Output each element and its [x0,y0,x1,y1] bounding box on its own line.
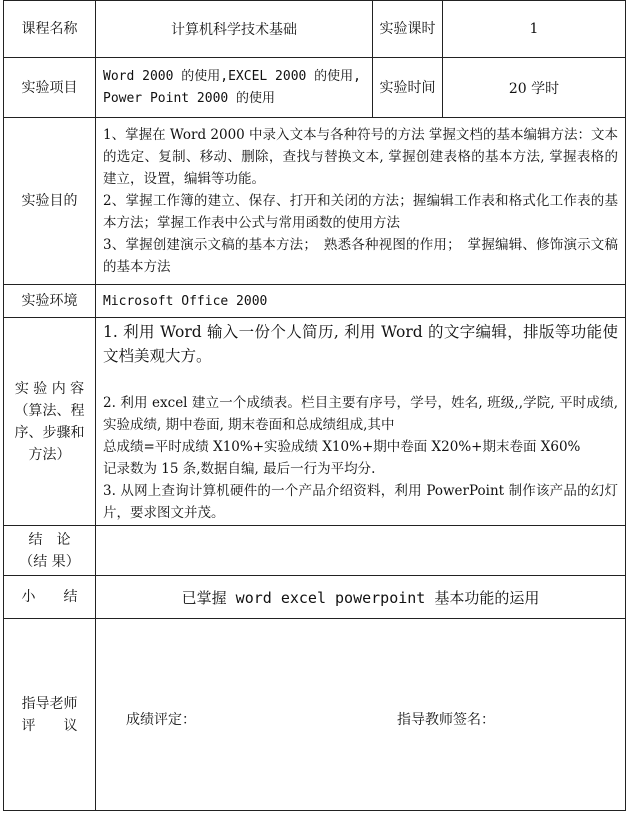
content-label-line-4: 方法） [28,446,71,463]
lab-time-value: 20 学时 [443,58,626,118]
lab-purpose-label: 实验目的 [4,118,96,285]
row-content [4,318,626,526]
row-project [4,58,626,118]
content-item-3: 3. 从网上查询计算机硬件的一个产品介绍资料，利用 PowerPoint 制作该产品的幻灯片，要求图文并茂。 [103,482,618,521]
lab-content-label [4,318,96,526]
project-line-2: Power Point 2000 的使用 [103,90,276,106]
content-item-1: 1. 利用 Word 输入一份个人简历, 利用 Word 的文字编辑，排版等功能使文档美观大方。 [103,322,618,365]
project-line-1: Word 2000 的使用,EXCEL 2000 的使用, [103,68,362,84]
lab-hours-label: 实验课时 [373,1,443,58]
review-label-line-1: 指导老师 [21,695,78,712]
conclusion-label-line-2: （结 果） [19,553,80,570]
conclusion-label-line-1: 结 论 [28,531,71,548]
lab-purpose-content [96,118,626,285]
purpose-item-2: 2、掌握工作簿的建立、保存、打开和关闭的方法；握编辑工作表和格式化工作表的基本方法；掌握工作表中公式与常用函数的使用方法 [103,193,618,231]
row-purpose [4,118,626,285]
course-name-value: 计算机科学技术基础 [96,1,373,58]
lab-environment-label: 实验环境 [4,285,96,318]
lab-project-value [96,58,373,118]
review-label-line-2: 评 议 [21,717,78,734]
lab-content-body [96,318,626,526]
lab-project-label: 实验项目 [4,58,96,118]
course-name-label: 课程名称 [4,1,96,58]
summary-value [96,576,626,619]
row-environment [4,285,626,318]
row-conclusion [4,526,626,576]
purpose-item-1: 1、掌握在 Word 2000 中录入文本与各种符号的方法 掌握文档的基本编辑方法：文本的选定、复制、移动、删除，查找与替换文本, 掌握创建表格的基本方法, 掌握表格的建立，设置，编辑等功能。 [103,127,618,187]
summary-label: 小 结 [4,576,96,619]
lab-time-label: 实验时间 [373,58,443,118]
summary-text: 已掌握 word excel powerpoint 基本功能的运用 [181,588,540,607]
grade-label: 成绩评定： [126,712,196,728]
purpose-item-3: 3、掌握创建演示文稿的基本方法； 熟悉各种视图的作用； 掌握编辑、修饰演示文稿的基本方法 [103,237,618,275]
conclusion-value [96,526,626,576]
lab-hours-value: 1 [443,1,626,58]
review-sign-row [96,709,625,729]
experiment-report-table [3,0,626,811]
lab-environment-value: Microsoft Office 2000 [96,285,626,318]
row-course [4,1,626,58]
content-formula: 总成绩=平时成绩 X10%+实验成绩 X10%+期中卷面 X20%+期末卷面 X60% [103,438,581,455]
row-review [4,619,626,811]
content-label-line-3: 序、步骤和 [14,424,85,441]
row-summary [4,576,626,619]
conclusion-label [4,526,96,576]
content-label-line-1: 实 验 内 容 [14,380,85,397]
review-body [96,619,626,811]
signature-label: 指导教师签名： [397,712,495,728]
content-item-2: 2. 利用 excel 建立一个成绩表。栏目主要有序号，学号，姓名, 班级,,学院, 平时成绩, 实验成绩, 期中卷面, 期末卷面和总成绩组成,其中 [103,394,618,433]
content-label-line-2: （算法、程 [14,402,85,419]
content-records: 记录数为 15 条,数据自编, 最后一行为平均分. [103,460,376,477]
review-label [4,619,96,811]
